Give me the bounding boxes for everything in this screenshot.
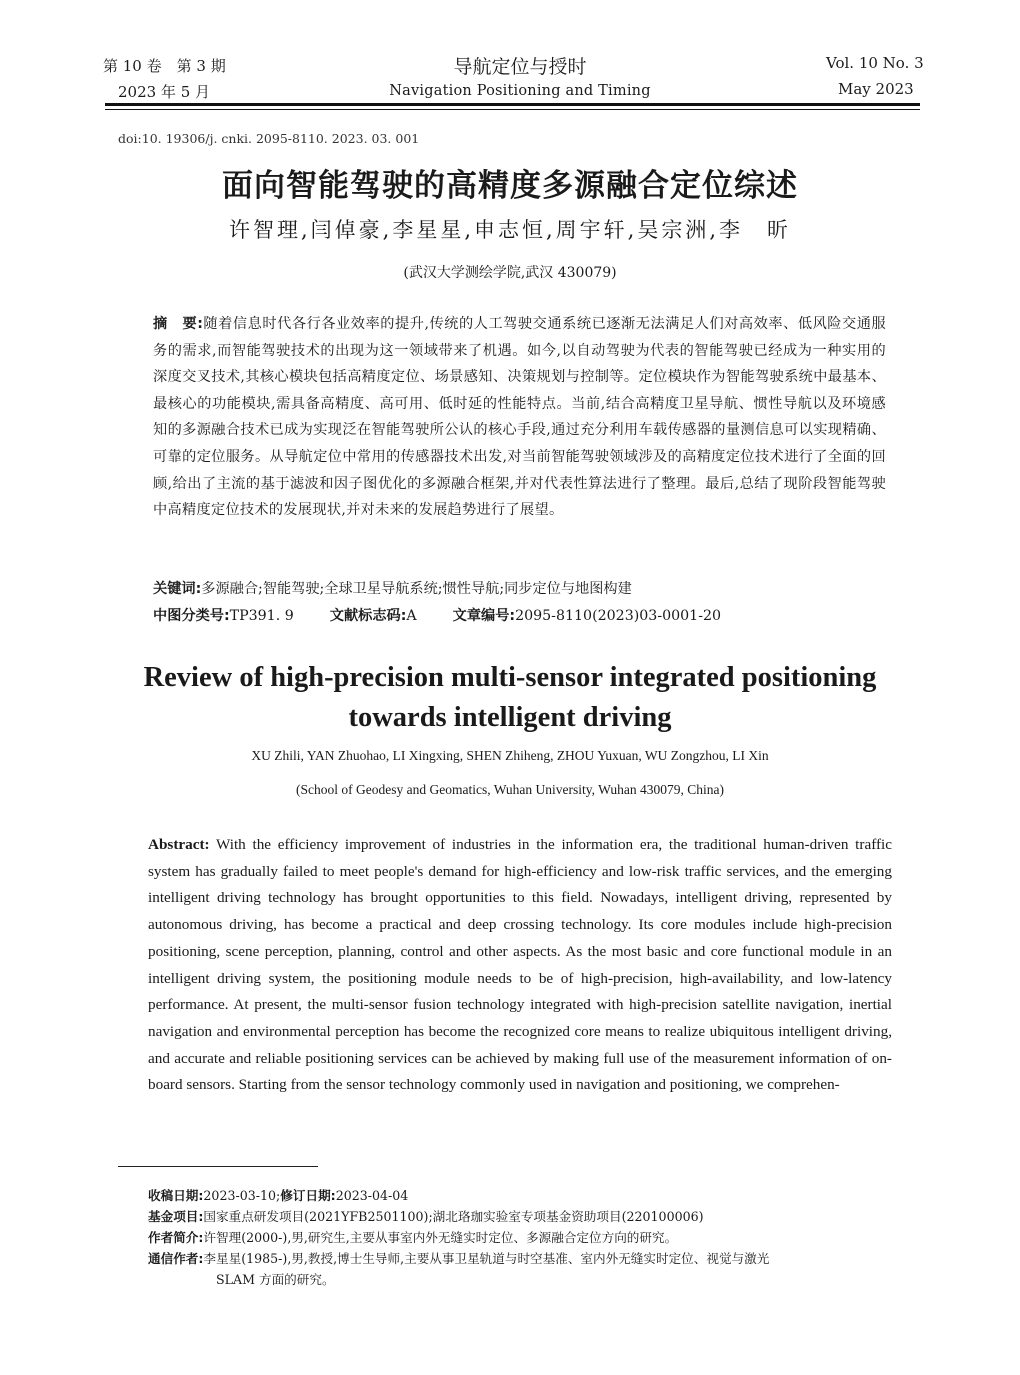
abstract-en	[148, 832, 892, 1099]
header-date-en: May 2023	[838, 80, 914, 98]
header-journal-cn: 导航定位与授时	[453, 56, 587, 78]
header-journal-en: Navigation Positioning and Timing	[389, 83, 651, 99]
header-rule-thick	[105, 103, 920, 106]
classification-line	[153, 605, 721, 625]
keywords-cn	[153, 578, 632, 598]
affiliation-cn: (武汉大学测绘学院,武汉 430079)	[403, 265, 617, 281]
doi: doi:10. 19306/j. cnki. 2095-8110. 2023. 03. 001	[118, 131, 420, 146]
author-bio-label: 作者简介:	[148, 1230, 204, 1245]
received-label: 收稿日期:	[148, 1188, 204, 1203]
clc-label: 中图分类号:	[153, 608, 230, 624]
title-en-line2: towards intelligent driving	[348, 702, 672, 733]
fund-label: 基金项目:	[148, 1209, 204, 1224]
received-value: 2023-03-10;	[203, 1188, 281, 1203]
abstract-en-label: Abstract:	[148, 836, 210, 853]
corresponding-value-line1: 李星星(1985-),男,教授,博士生导师,主要从事卫星轨道与时空基准、室内外无缝实时定位、视觉与激光	[203, 1251, 770, 1266]
authors-cn: 许智理,闫倬豪,李星星,申志恒,周宇轩,吴宗洲,李 昕	[228, 218, 792, 242]
authors-en: XU Zhili, YAN Zhuohao, LI Xingxing, SHEN Zhiheng, ZHOU Yuxuan, WU Zongzhou, LI Xin	[251, 748, 769, 763]
corresponding-label: 通信作者:	[148, 1251, 204, 1266]
footnote-author	[148, 1227, 928, 1248]
header-volume-issue: 第 10 卷 第 3 期	[103, 57, 226, 75]
clc-value: TP391. 9	[229, 608, 294, 624]
footnotes	[148, 1185, 928, 1290]
footnote-fund	[148, 1206, 928, 1227]
doc-code-value: A	[406, 608, 417, 624]
revised-value: 2023-04-04	[335, 1188, 409, 1203]
revised-label: 修订日期:	[280, 1188, 336, 1203]
header-rule-thin	[105, 109, 920, 110]
author-bio-value: 许智理(2000-),男,研究生,主要从事室内外无缝实时定位、多源融合定位方向的研究。	[203, 1230, 678, 1245]
title-en-line1: Review of high-precision multi-sensor integrated positioning	[143, 662, 877, 693]
header-vol-en: Vol. 10 No. 3	[826, 54, 924, 72]
footnote-received	[148, 1185, 928, 1206]
header-date-cn: 2023 年 5 月	[118, 83, 211, 101]
abstract-cn	[153, 311, 886, 524]
abstract-cn-text: 随着信息时代各行各业效率的提升,传统的人工驾驶交通系统已逐渐无法满足人们对高效率、低风险交通服务的需求,而智能驾驶技术的出现为这一领域带来了机遇。如今,以自动驾驶为代表的智能驾驶已经成为一种实用的深度交叉技术,其核心模块包括高精度定位、场景感知、决策规划与控制等。定位模块作为智能驾驶系统中最基本、最核心的功能模块,需具备高精度、高可用、低时延的性能特点。当前,结合高精度卫星导航、惯性导航以及环境感知的多源融合技术已成为实现泛在智能驾驶所公认的核心手段,通过充分利用车载传感器的量测信息可以实现精确、可靠的定位服务。从导航定位中常用的传感器技术出发,对当前智能驾驶领域涉及的高精度定位技术进行了全面的回顾,给出了主流的基于滤波和因子图优化的多源融合框架,并对代表性算法进行了整理。最后,总结了现阶段智能驾驶中高精度定位技术的发展现状,并对未来的发展趋势进行了展望。	[153, 316, 886, 519]
keywords-cn-text: 多源融合;智能驾驶;全球卫星导航系统;惯性导航;同步定位与地图构建	[201, 581, 632, 597]
article-number-label: 文章编号:	[452, 608, 516, 624]
footnote-rule	[118, 1166, 318, 1167]
keywords-cn-label: 关键词:	[153, 581, 202, 597]
footnote-corresponding-cont: SLAM 方面的研究。	[216, 1272, 335, 1287]
abstract-en-text: With the efficiency improvement of industries in the information era, the traditional human-driven traffic system has gradually failed to meet people's demand for high-efficiency and low-risk traffic services, and the emerging intelligent driving technology has brought opportunities to this field. Nowadays, intelligent driving, represented by autonomous driving, has become a practical and deep crossing technology. Its core modules include high-precision positioning, scene perception, planning, control and other aspects. As the most basic and core functional module in an intelligent driving system, the positioning module needs to be of high-precision, high-availability, and low-latency performance. At present, the multi-sensor fusion technology integrated with high-precision satellite navigation, inertial navigation and environmental perception has become the recognized core means to realize ubiquitous intelligent driving, and accurate and reliable positioning services can be achieved by making full use of the measurement information of on-board sensors. Starting from the sensor technology commonly used in navigation and positioning, we comprehen-	[148, 836, 892, 1094]
fund-value: 国家重点研发项目(2021YFB2501100);湖北珞珈实验室专项基金资助项目(220100006)	[203, 1209, 704, 1224]
title-en	[0, 658, 1020, 738]
footnote-corresponding	[148, 1248, 928, 1269]
doc-code-label: 文献标志码:	[329, 608, 407, 624]
title-cn: 面向智能驾驶的高精度多源融合定位综述	[222, 168, 798, 204]
article-number-value: 2095-8110(2023)03-0001-20	[515, 608, 722, 624]
affiliation-en: (School of Geodesy and Geomatics, Wuhan University, Wuhan 430079, China)	[296, 782, 724, 797]
abstract-cn-label: 摘 要:	[153, 316, 204, 332]
